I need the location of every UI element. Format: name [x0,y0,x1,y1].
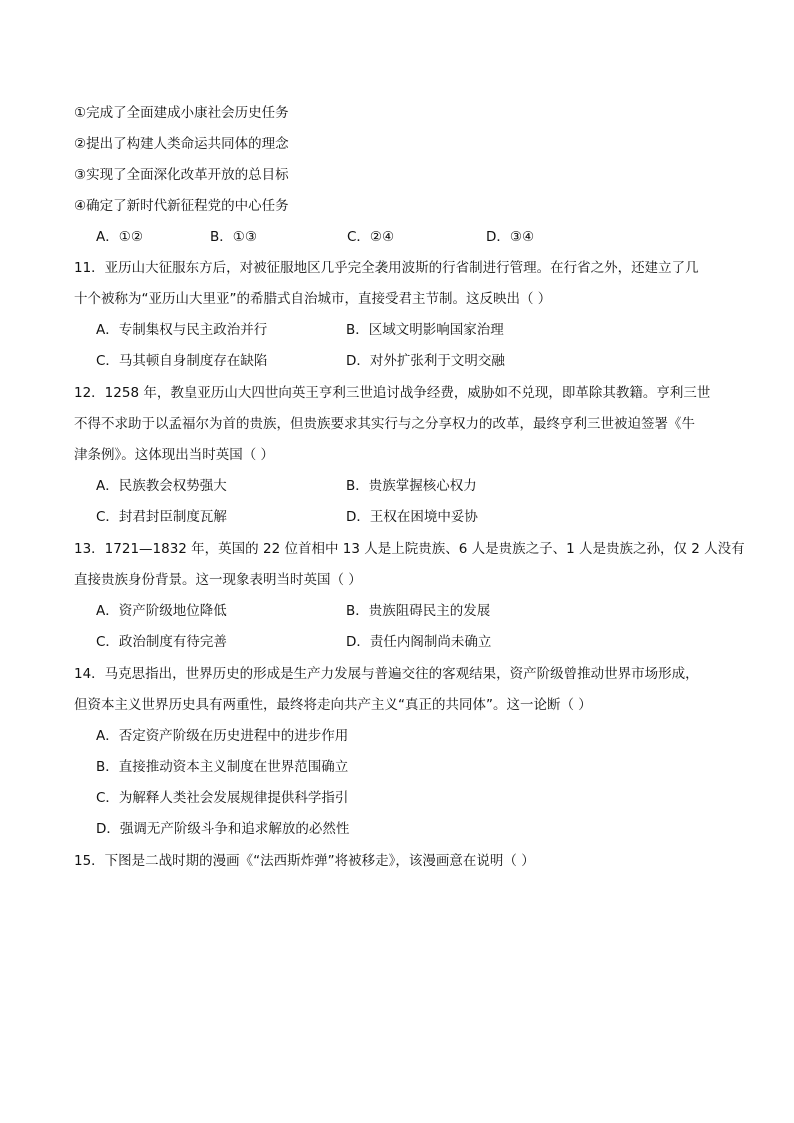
q15-stem-line-1: 15．下图是二战时期的漫画《“法西斯炸弹”将被移走》，该漫画意在说明（ ） [74,853,535,869]
q13-stem-line-1: 13．1721—1832 年，英国的 22 位首相中 13 人是上院贵族、6 人是贵族之子、1 人是贵族之孙，仅 2 人没有 [74,541,745,557]
q10-item-1: ①完成了全面建成小康社会历史任务 [74,105,289,121]
q10-item-4: ④确定了新时代新征程党的中心任务 [74,198,289,214]
q14-option-a[interactable]: A．否定资产阶级在历史进程中的进步作用 [96,728,349,744]
q13-option-c[interactable]: C．政治制度有待完善 [96,634,227,650]
q12-stem-line-3: 津条例》。这体现出当时英国（ ） [74,447,275,463]
q12-option-b[interactable]: B．贵族掌握核心权力 [346,478,477,494]
q13-option-d[interactable]: D．责任内阁制尚未确立 [346,634,492,650]
q10-item-2: ②提出了构建人类命运共同体的理念 [74,136,289,152]
q14-option-b[interactable]: B．直接推动资本主义制度在世界范围确立 [96,759,349,775]
q12-option-c[interactable]: C．封君封臣制度瓦解 [96,509,227,525]
q10-option-d[interactable]: D．③④ [486,229,535,245]
q14-option-c[interactable]: C．为解释人类社会发展规律提供科学指引 [96,790,349,806]
q11-stem-line-2: 十个被称为“亚历山大里亚”的希腊式自治城市，直接受君主节制。这反映出（ ） [74,291,552,307]
q12-stem-line-1: 12．1258 年，教皇亚历山大四世向英王亨利三世追讨战争经费，威胁如不兑现，即革除其教籍。亨利三世 [74,385,711,401]
q12-stem-line-2: 不得不求助于以孟福尔为首的贵族，但贵族要求其实行与之分享权力的改革，最终亨利三世被迫签署《牛 [74,416,695,432]
q14-stem-line-1: 14．马克思指出，世界历史的形成是生产力发展与普遍交往的客观结果，资产阶级曾推动世界市场形成， [74,666,699,682]
q11-option-c[interactable]: C．马其顿自身制度存在缺陷 [96,353,268,369]
q14-stem-line-2: 但资本主义世界历史具有两重性，最终将走向共产主义“真正的共同体”。这一论断（ ） [74,697,592,713]
q14-option-d[interactable]: D．强调无产阶级斗争和追求解放的必然性 [96,821,350,837]
q13-option-a[interactable]: A．资产阶级地位降低 [96,603,227,619]
q13-stem-line-2: 直接贵族身份背景。这一现象表明当时英国（ ） [74,572,362,588]
q10-item-3: ③实现了全面深化改革开放的总目标 [74,167,289,183]
q10-option-b[interactable]: B．①③ [210,229,257,245]
q11-option-b[interactable]: B．区域文明影响国家治理 [346,322,504,338]
q12-option-a[interactable]: A．民族教会权势强大 [96,478,227,494]
q13-option-b[interactable]: B．贵族阻碍民主的发展 [346,603,491,619]
q11-option-a[interactable]: A．专制集权与民主政治并行 [96,322,268,338]
q12-option-d[interactable]: D．王权在困境中妥协 [346,509,478,525]
q11-option-d[interactable]: D．对外扩张利于文明交融 [346,353,505,369]
q10-option-c[interactable]: C．②④ [347,229,395,245]
q11-stem-line-1: 11．亚历山大征服东方后，对被征服地区几乎完全袭用波斯的行省制进行管理。在行省之外，还建立了几 [74,260,699,276]
q10-option-a[interactable]: A．①② [96,229,143,245]
